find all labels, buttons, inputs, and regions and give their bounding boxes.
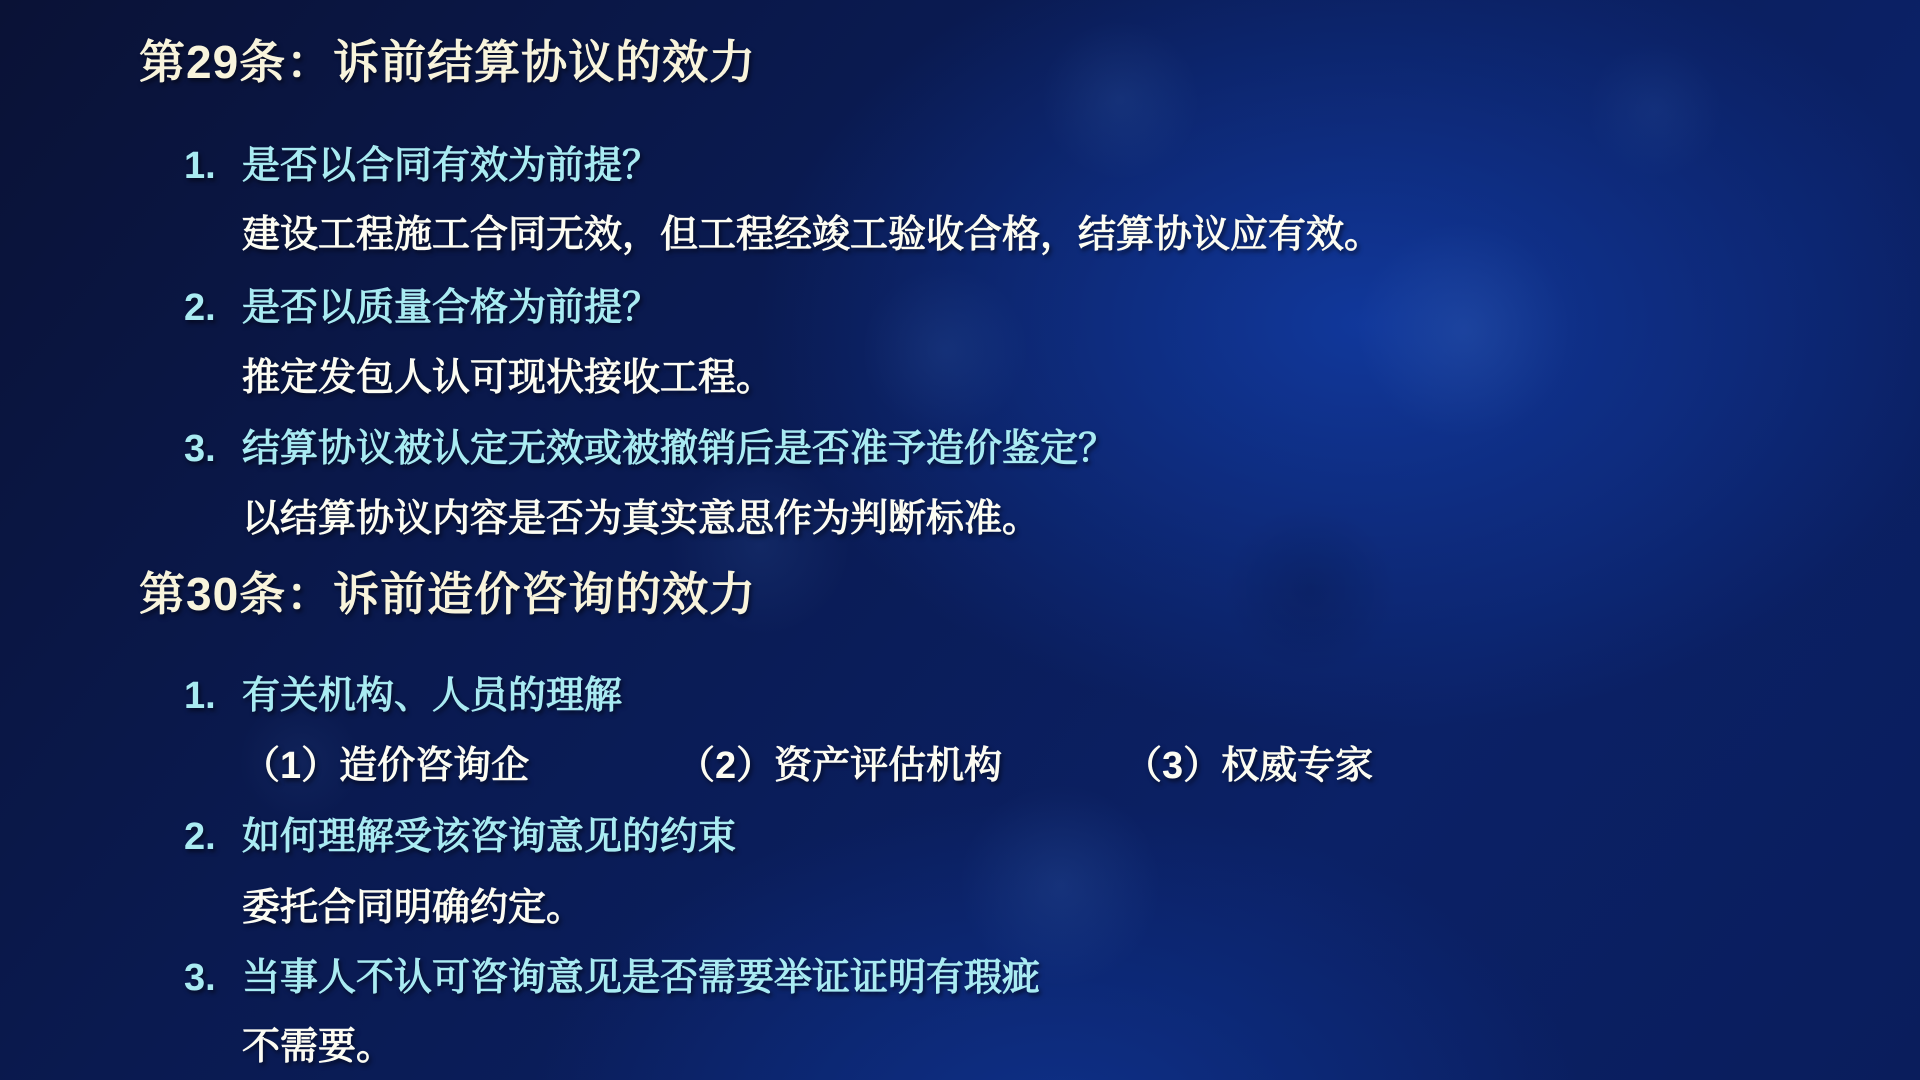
item-1-3-number: 3.: [184, 428, 216, 470]
item-2-3-body: 不需要。: [242, 1026, 395, 1068]
item-2-1: [184, 664, 622, 719]
item-2-2: [184, 805, 736, 860]
item-1-3-heading: 结算协议被认定无效或被撤销后是否准予造价鉴定？: [242, 428, 1117, 470]
item-1-2-heading: 是否以质量合格为前提？: [242, 287, 661, 329]
item-1-2-number: 2.: [184, 287, 216, 329]
section-30-title: 第30条：诉前造价咨询的效力: [139, 568, 757, 620]
item-2-3-number: 3.: [184, 957, 216, 999]
item-1-2: [184, 276, 660, 331]
item-2-2-number: 2.: [184, 816, 216, 858]
item-2-1-body: [242, 734, 1373, 789]
section-29-title: 第29条：诉前结算协议的效力: [139, 36, 757, 88]
item-2-1-body-part-2: （2）资产评估机构: [677, 745, 1003, 787]
item-2-1-number: 1.: [184, 675, 216, 717]
item-1-3: [184, 417, 1116, 472]
item-2-2-body: 委托合同明确约定。: [242, 887, 585, 929]
item-1-1: [184, 134, 660, 189]
item-2-1-heading: 有关机构、人员的理解: [242, 675, 623, 717]
item-1-3-body: 以结算协议内容是否为真实意思作为判断标准。: [242, 498, 1041, 540]
item-1-1-heading: 是否以合同有效为前提？: [242, 145, 661, 187]
item-1-2-body: 推定发包人认可现状接收工程。: [242, 357, 775, 399]
item-2-1-body-part-1: （1）造价咨询企: [242, 745, 530, 787]
item-2-3-heading: 当事人不认可咨询意见是否需要举证证明有瑕疵: [242, 957, 1041, 999]
item-1-1-number: 1.: [184, 145, 216, 187]
item-2-3: [184, 946, 1040, 1001]
item-1-1-body: 建设工程施工合同无效，但工程经竣工验收合格，结算协议应有效。: [242, 214, 1383, 256]
item-2-2-heading: 如何理解受该咨询意见的约束: [242, 816, 737, 858]
item-2-1-body-part-3: （3）权威专家: [1124, 745, 1374, 787]
